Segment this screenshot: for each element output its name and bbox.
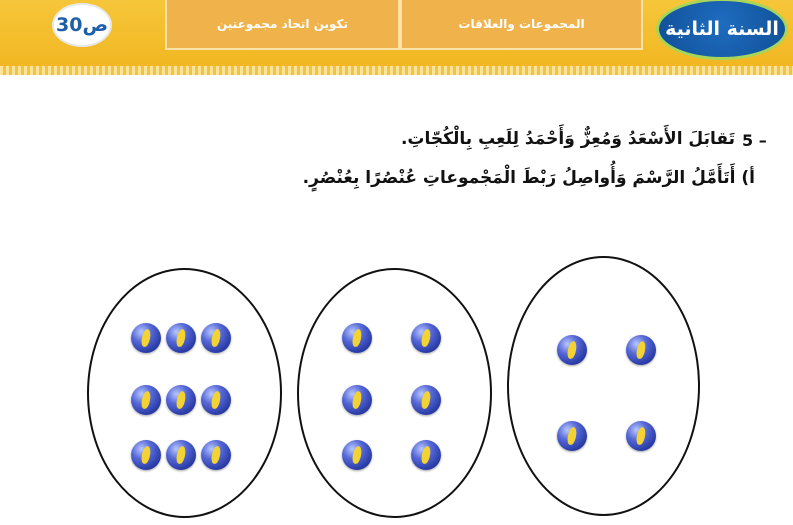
- topic-tab: تكوين اتحاد مجموعتين: [165, 0, 400, 50]
- marble-icon: [557, 421, 587, 451]
- marble-icon: [626, 335, 656, 365]
- page-number-badge: ص30: [52, 3, 112, 47]
- marble-icon: [166, 385, 196, 415]
- marble-icon: [626, 421, 656, 451]
- marble-icon: [201, 385, 231, 415]
- unit-tab: المجموعات والعلاقات: [400, 0, 643, 50]
- set-right: [507, 256, 700, 516]
- marble-icon: [342, 323, 372, 353]
- set-left: [87, 268, 282, 518]
- marble-icon: [411, 440, 441, 470]
- marble-icon: [411, 385, 441, 415]
- marble-icon: [131, 385, 161, 415]
- marble-icon: [342, 385, 372, 415]
- marble-icon: [166, 323, 196, 353]
- exercise-text: تَقابَلَ الأَسْعَدُ وَمُعِزٌّ وَأَحْمَدُ لِلَعِبِ بِالْكُجّاتِ.: [400, 129, 735, 149]
- sub-question-text: أ) أَتَأَمَّلُ الرَّسْمَ وَأُواصِلُ رَبْطَ الْمَجْموعاتِ عُنْصُرًا بِعُنْصُرٍ.: [302, 168, 755, 188]
- marble-icon: [166, 440, 196, 470]
- marble-icon: [131, 440, 161, 470]
- exercise-number: 5 –: [742, 131, 767, 150]
- year-badge: السنة الثانية: [656, 0, 788, 60]
- header-stripe: [0, 66, 793, 75]
- set-middle: [297, 268, 492, 518]
- marble-icon: [342, 440, 372, 470]
- marble-icon: [201, 440, 231, 470]
- marble-icon: [131, 323, 161, 353]
- header-bar: [0, 0, 793, 75]
- marble-icon: [411, 323, 441, 353]
- marble-icon: [201, 323, 231, 353]
- marble-icon: [557, 335, 587, 365]
